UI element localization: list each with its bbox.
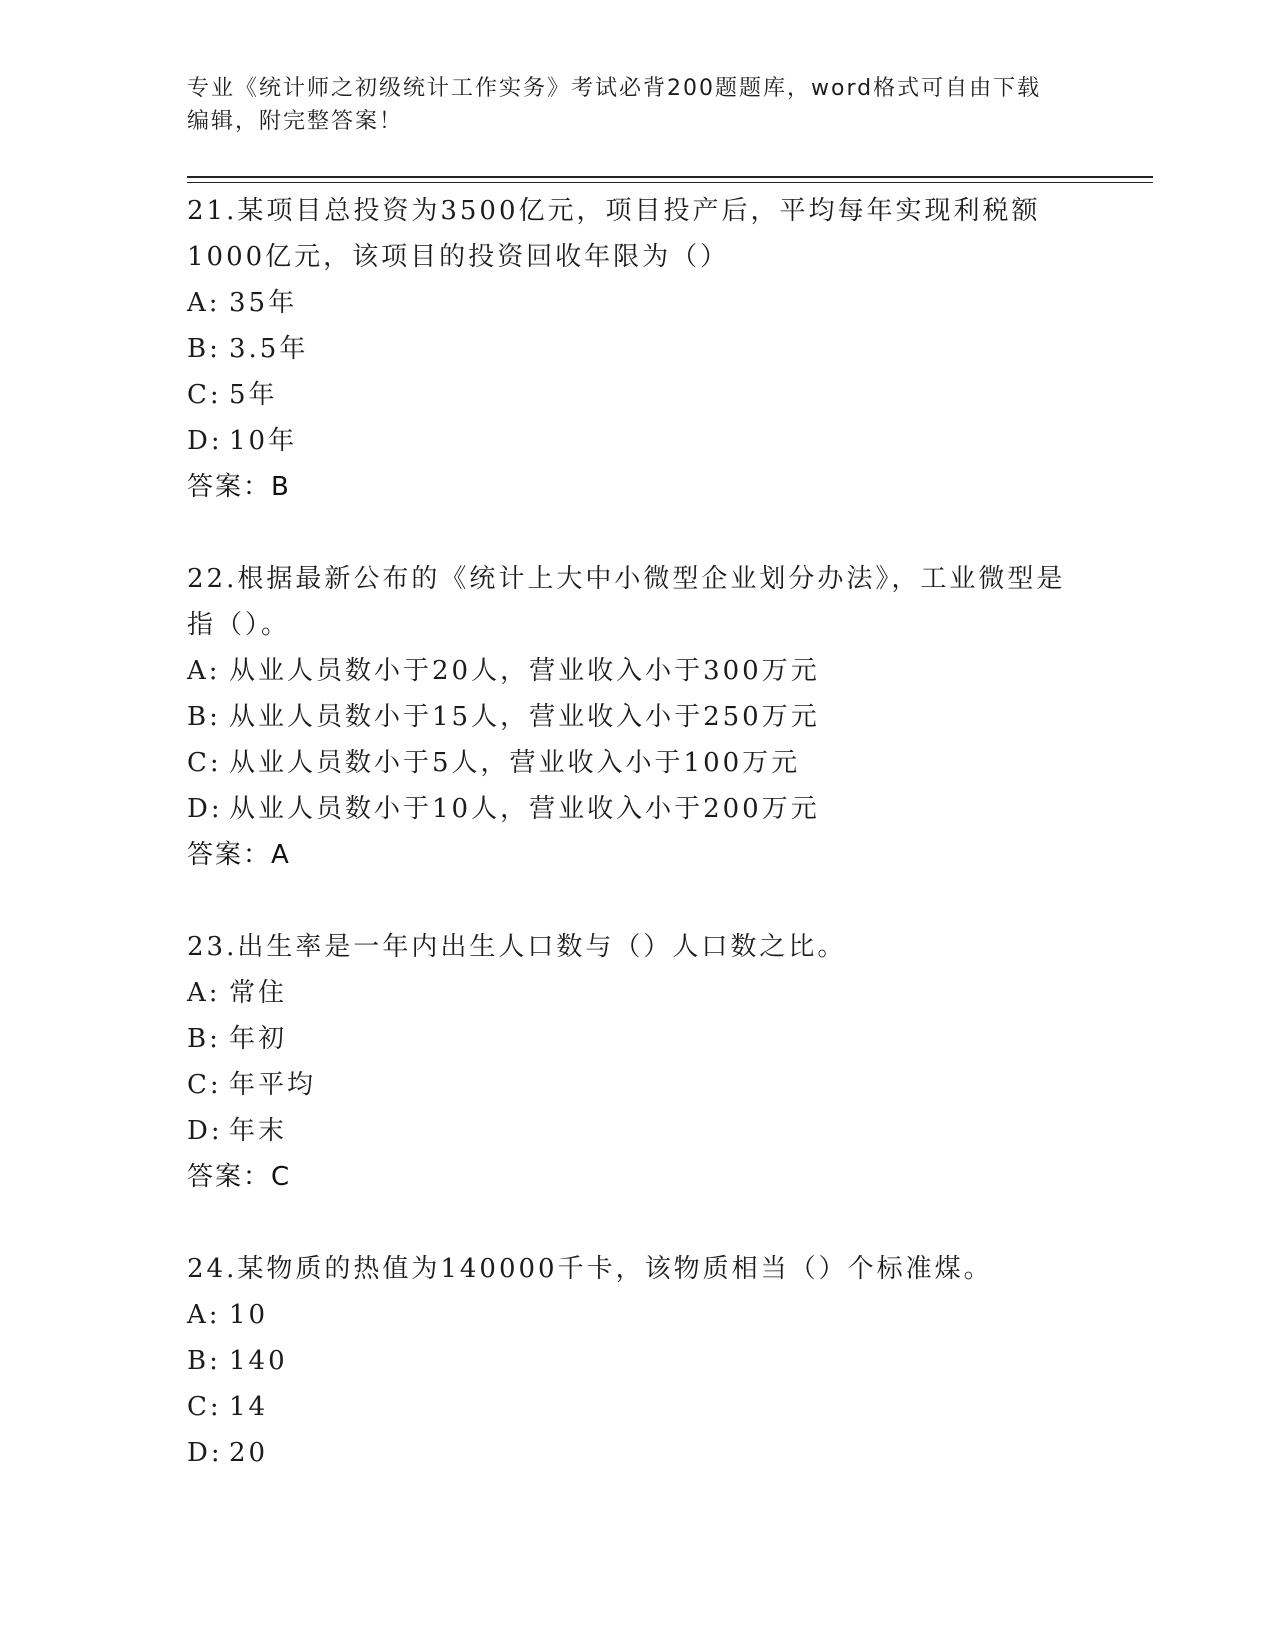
option-text: 从业人员数小于15人，营业收入小于250万元 — [229, 702, 820, 732]
header-divider-bottom — [187, 182, 1153, 183]
option-text: 从业人员数小于10人，营业收入小于200万元 — [229, 794, 820, 824]
option-label: C: — [187, 380, 222, 410]
option-label: B: — [187, 334, 221, 364]
question-21 — [187, 188, 1087, 510]
option-label: A: — [187, 1300, 221, 1330]
answer-text: 答案：C — [187, 1162, 292, 1192]
option-label: C: — [187, 1070, 222, 1100]
option-label: B: — [187, 1024, 221, 1054]
option-d — [187, 418, 1087, 464]
option-b — [187, 1016, 1087, 1062]
question-stem-line: 1000亿元，该项目的投资回收年限为（） — [187, 242, 730, 272]
option-text: 5年 — [229, 380, 278, 410]
option-label: D: — [187, 1116, 223, 1146]
option-text: 10 — [229, 1300, 269, 1330]
header-divider-top — [187, 176, 1153, 178]
question-stem-line: 21.某项目总投资为3500亿元，项目投产后，平均每年实现利税额 — [187, 196, 1041, 226]
option-label: B: — [187, 1346, 221, 1376]
option-text: 14 — [229, 1392, 269, 1422]
option-a — [187, 1292, 1087, 1338]
option-text: 140 — [229, 1346, 288, 1376]
answer-text: 答案：B — [187, 472, 291, 502]
option-d — [187, 1430, 1087, 1476]
option-label: D: — [187, 426, 223, 456]
option-c — [187, 1384, 1087, 1430]
question-stem-line: 23.出生率是一年内出生人口数与（）人口数之比。 — [187, 932, 847, 962]
option-a — [187, 648, 1087, 694]
option-text: 10年 — [229, 426, 298, 456]
option-text: 20 — [229, 1438, 269, 1468]
option-label: A: — [187, 288, 221, 318]
option-label: C: — [187, 748, 222, 778]
question-23 — [187, 924, 1087, 1200]
question-24 — [187, 1246, 1087, 1476]
question-stem-line: 22.根据最新公布的《统计上大中小微型企业划分办法》，工业微型是 — [187, 564, 1066, 594]
option-b — [187, 326, 1087, 372]
document-header — [187, 72, 1067, 138]
option-text: 年平均 — [229, 1070, 317, 1100]
option-label: D: — [187, 794, 223, 824]
option-text: 3.5年 — [229, 334, 309, 364]
answer-text: 答案：A — [187, 840, 291, 870]
option-text: 从业人员数小于20人，营业收入小于300万元 — [229, 656, 820, 686]
option-text: 35年 — [229, 288, 298, 318]
question-22 — [187, 556, 1087, 878]
option-c — [187, 372, 1087, 418]
option-text: 年初 — [229, 1024, 288, 1054]
header-line-2: 编辑，附完整答案！ — [187, 109, 404, 134]
option-text: 年末 — [229, 1116, 288, 1146]
option-a — [187, 970, 1087, 1016]
option-text: 常住 — [229, 978, 288, 1008]
question-stem-line: 24.某物质的热值为140000千卡，该物质相当（）个标准煤。 — [187, 1254, 993, 1284]
header-line-1: 专业《统计师之初级统计工作实务》考试必背200题题库，word格式可自由下载 — [187, 76, 1042, 101]
option-label: B: — [187, 702, 221, 732]
option-d — [187, 786, 1087, 832]
question-list — [187, 188, 1087, 1522]
option-text: 从业人员数小于5人，营业收入小于100万元 — [229, 748, 801, 778]
option-c — [187, 740, 1087, 786]
option-label: D: — [187, 1438, 223, 1468]
option-label: A: — [187, 656, 221, 686]
option-label: A: — [187, 978, 221, 1008]
question-stem-line: 指（）。 — [187, 610, 291, 640]
option-b — [187, 1338, 1087, 1384]
option-a — [187, 280, 1087, 326]
option-label: C: — [187, 1392, 222, 1422]
option-c — [187, 1062, 1087, 1108]
option-d — [187, 1108, 1087, 1154]
option-b — [187, 694, 1087, 740]
